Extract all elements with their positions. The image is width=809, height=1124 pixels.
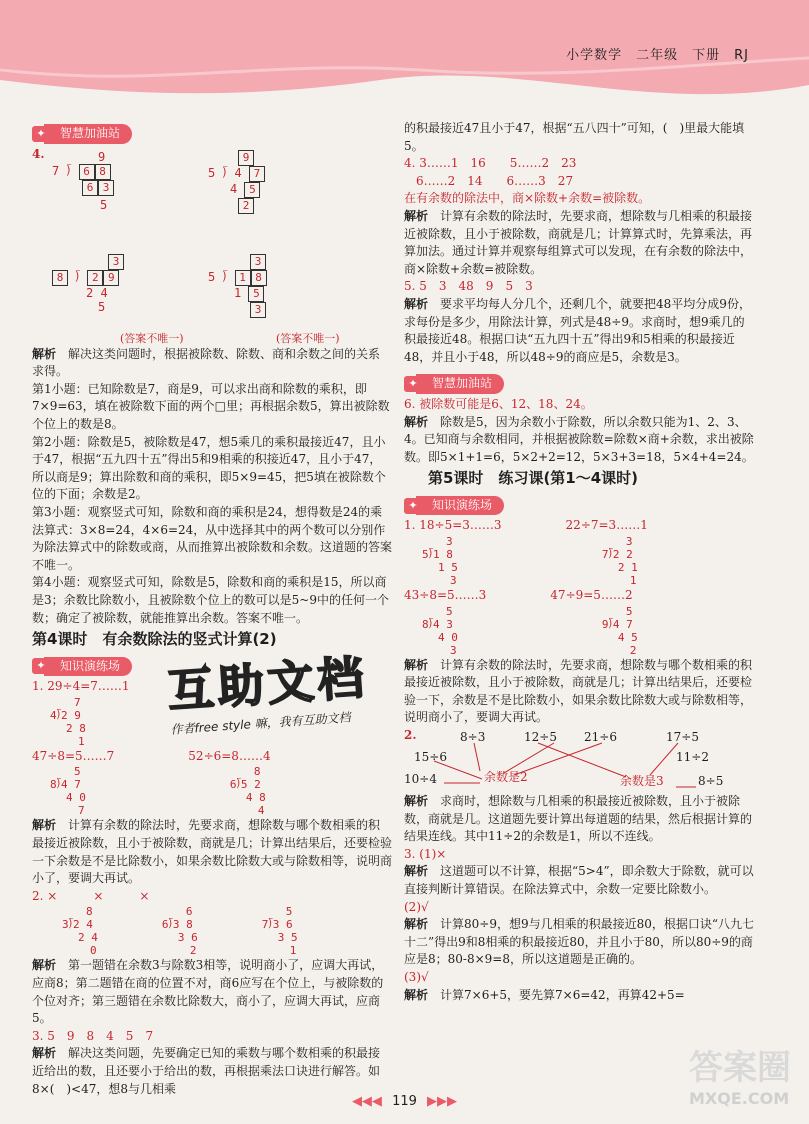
analysis: 解析 解决这类问题时，根据被除数、除数、商和余数之间的关系求得。 bbox=[32, 346, 381, 379]
site-watermark: 答案圈 MXQE.COM bbox=[689, 1048, 791, 1108]
analysis: 解析 解决这类问题，先要确定已知的乘数与哪个数相乘的积最接近给出的数，且还要小于给出的数，再根据乘法口诀进行解答。如8×( )<47，想8与几相乘 bbox=[32, 1046, 381, 1096]
long-division: 3 5⟌1 8 1 5 3 bbox=[422, 535, 458, 588]
analysis: 解析 计算有余数的除法时，先要求商，想除数与哪个数相乘的积最接近被除数，且小于被除数，商就是几；计算出结果后，还要检验一下，余数是不是比除数小，如果余数比除数大或与除数相等，说明商小了，要调大再试。 bbox=[404, 657, 753, 725]
question-1: 1. 18÷5=3……3 22÷7=3……1 3 5⟌1 8 1 5 3 3 7⟌2 2 2 1 1 43÷8=5……3 47÷9=5……2 5 8⟌4 3 4 0 3 5 9⟌4 7 4 5 2 bbox=[404, 518, 648, 657]
page-footer bbox=[0, 1094, 809, 1109]
long-division-2: 9 5 ⟌ 4 7 4 5 2 bbox=[208, 150, 265, 214]
arrow-right-icon: ▶▶▶ bbox=[427, 1094, 458, 1109]
left-column bbox=[32, 120, 392, 1098]
long-division: 8 3⟌2 4 2 4 0 bbox=[62, 905, 98, 958]
long-division: 5 7⟌3 6 3 5 1 bbox=[261, 905, 298, 958]
section-header: ✦ 知识演练场 bbox=[32, 657, 132, 677]
long-division: 8 6⟌5 2 4 8 4 bbox=[229, 765, 266, 818]
analysis: 解析 计算有余数的除法时，先要求商，想除数与哪个数相乘的积最接近被除数，且小于被除数，商就是几；计算出结果后，还要检验一下余数是不是比除数小，如果余数比除数大或与除数相等，说明商小了，要调大再试。 bbox=[32, 818, 393, 886]
matching-question: 2. 8÷3 15÷6 12÷5 21÷6 17÷5 11÷2 10÷4 8÷5 余数是2 余数是3 bbox=[404, 727, 756, 793]
lesson-title: 第5课时 练习课(第1～4课时) bbox=[428, 469, 639, 488]
star-icon: ✦ bbox=[32, 126, 50, 142]
long-division-3: 3 8 ⟌ 2 9 2 4 5 bbox=[52, 254, 124, 314]
stamp-watermark: 互助文档 作者free style 嘛，我有互助文档 bbox=[165, 650, 370, 737]
question-4: 4. 9 7 ⟌ 6 8 6 3 5 9 5 ⟌ 4 7 4 5 2 3 8 ⟌ 2 9 2 4 5 3 5 ⟌ 1 8 1 5 3 (答案不唯一) (答案不唯一) bbox=[32, 146, 340, 345]
analysis: 解析 第一题错在余数3与除数3相等，说明商小了，应调大再试，应商8；第二题错在商的位置不对，商6应写在个位上，与被除数的个位对齐；第三题错在余数比除数大，商小了，应调大再试，应商5。 bbox=[32, 958, 384, 1026]
star-icon: ✦ bbox=[404, 376, 422, 392]
question-1: 1. 29÷4=7……1 7 4⟌2 9 2 8 1 47÷8=5……7 52÷6=8……4 5 8⟌4 7 4 0 7 8 6⟌5 2 4 8 4 bbox=[32, 678, 392, 817]
analysis: 解析 除数是5，因为余数小于除数，所以余数只能为1、2、3、4。已知商与余数相同，并根据被除数=除数×商+余数，求出被除数。即5×1+1=6，5×2+2=12，5×3+3=18，5×4+4=24。 bbox=[404, 414, 754, 464]
book-title: 小学数学 二年级 下册 RJ bbox=[566, 48, 749, 63]
analysis: 解析 这道题可以不计算，根据“5>4”，即余数大于除数，就可以直接判断计算错误。在除法算式中，余数一定要比除数小。 bbox=[404, 864, 754, 896]
analysis-text: 第4小题：观察竖式可知，除数是5，除数和商的乘积是15，所以商是3；余数比除数小，且被除数个位上的数可以是5~9中的任何一个数；确定了被除数，就能推算出余数。答案不唯一。 bbox=[32, 575, 389, 625]
analysis-text: 第3小题：观察竖式可知，除数和商的乘积是24，想得数是24的乘法算式：3×8=24，4×6=24，从中选择其中的两个数可以分别作为除法算式中的除数或商，从而推算出被除数和余数。这道题的答案不唯一。 bbox=[32, 504, 393, 572]
arrow-left-icon: ◀◀◀ bbox=[351, 1094, 382, 1109]
long-division: 7 4⟌2 9 2 8 1 bbox=[50, 695, 86, 748]
right-column: 的积最接近47且小于47，根据“五八四十”可知，( )里最大能填5。 4. 3……1 16 5……2 23 6……2 14 6……3 27 在有余数的除法中，商×除数+余数=被除数。 解析 计算有余数的除法时，先要求商，想除数与几相乘的积最接近被除数，且小于被除数，商就是几；计算算式时，先算乘法，再算加法。通过计算并观察每组算式可以发现，在有余数的除法中，商×除数+余数=被除数。 5. 5 3 48 9 5 3 解析 要求平均每人分几个，还剩几个，就要把48平均分成9份，求每份是多少，用除法计算，列式是48÷9。求商时，想9乘几的积最接近48。根据口诀“五九四十五”得出9和5相乘的积最接近48，并且小于48，所以48÷9的商应是5，余数是3。 ✦ 智慧加油站 6. 被除数可能是6、12、18、24。 解析 除数是5，因为余数小于除数，所以余数只能为1、2、3、4。已知商与余数相同，并根据被除数=除数×商+余数，求出被除数。即5×1+1=6，5×2+2=12，5×3+3=18，5×4+4=24。 第5课时 练习课(第1～4课时) ✦ 知识演练场 1. 18÷5=3……3 22÷7=3……1 3 5⟌1 8 1 5 3 3 7⟌2 2 2 1 1 43÷8=5……3 47÷9=5……2 5 8⟌4 3 4 0 3 5 9⟌4 7 4 5 2 解析 计算有余数的除法时，先要求商，想除数与哪个数相乘的积最接近被除数，且小于被除数，商就是几；计算出结果后，还要检验一下，余数是不是比除数小，如果余数比除数大或与除数相等，说明商小了，要调大再试。 2. 8÷3 15÷6 12÷5 21÷6 17÷5 11÷2 10÷4 8÷5 余数是2 余数是3 解析 求商时，想除数与几相乘的积最接近被除数，且小于被除数，商就是几。这道题先要计算出每道题的结果，然后根据计算的结果连线。其中11÷2的余数是1，所以不连线。 3. (1)× 解析 这道题可以不计算，根据“5>4”，即余数大于除数，就可以直接判断计算错误。在除法算式中，余数一定要比除数小。 (2)√ 解析 计算80÷9，想9与几相乘的积最接近80，根据口诀“八九七十二”得出9和8相乘的积最接近80，并且小于80，所以80÷9的商应是8；80-8×9=8，所以这道题是正确的。 (3)√ 解析 计算7×6+5，要先算7×6=42，再算42+5= bbox=[404, 120, 756, 1004]
star-icon: ✦ bbox=[404, 498, 422, 514]
long-division: 6 6⟌3 8 3 6 2 bbox=[161, 905, 198, 958]
star-icon: ✦ bbox=[32, 658, 50, 674]
long-division-4: 3 5 ⟌ 1 8 1 5 3 bbox=[208, 254, 267, 318]
analysis: 解析 计算7×6+5，要先算7×6=42，再算42+5= bbox=[404, 987, 685, 1002]
analysis: 解析 要求平均每人分几个，还剩几个，就要把48平均分成9份，求每份是多少，用除法计算，列式是48÷9。求商时，想9乘几的积最接近48。根据口诀“五九四十五”得出9和5相乘的积最接近48，并且小于48，所以48÷9的商应是5，余数是3。 bbox=[404, 296, 751, 364]
page-number: 119 bbox=[392, 1094, 417, 1109]
long-division-1: 9 7 ⟌ 6 8 6 3 5 bbox=[52, 150, 114, 212]
long-division: 3 7⟌2 2 2 1 1 bbox=[601, 535, 638, 588]
analysis-text: 第1小题：已知除数是7，商是9，可以求出商和除数的乘积，即7×9=63，填在被除数下面的两个□里；再根据余数5，算出被除数个位上的数是8。 bbox=[32, 381, 390, 431]
analysis: 解析 求商时，想除数与几相乘的积最接近被除数，且小于被除数，商就是几。这道题先要计算出每道题的结果，然后根据计算的结果连线。其中11÷2的余数是1，所以不连线。 bbox=[404, 794, 753, 844]
question-3: 3. 5 9 8 4 5 7 bbox=[32, 1028, 154, 1043]
lesson-title: 第4课时 有余数除法的竖式计算(2) bbox=[32, 630, 277, 649]
long-division: 5 8⟌4 7 4 0 7 bbox=[50, 765, 86, 818]
question-2: 2. × × × 8 3⟌2 4 2 4 0 6 6⟌3 8 3 6 2 5 7⟌3 6 3 5 1 bbox=[32, 888, 298, 958]
long-division: 5 8⟌4 3 4 0 3 bbox=[422, 604, 458, 657]
matching-lines bbox=[404, 727, 756, 793]
analysis-text: 第2小题：除数是5，被除数是47，想5乘几的乘积最接近47，且小于47，根据“五九四十五”得出5和9相乘的积接近47，且小于47，所以商是9；算出除数和商的乘积，即5×9=45，把5填在被除数个位的下面；余数是2。 bbox=[32, 434, 386, 502]
section-header: ✦ 智慧加油站 bbox=[404, 374, 504, 394]
long-division: 5 9⟌4 7 4 5 2 bbox=[601, 604, 638, 657]
analysis: 解析 计算有余数的除法时，先要求商，想除数与几相乘的积最接近被除数，且小于被除数，商就是几；计算算式时，先算乘法，再算加法。通过计算并观察每组算式可以发现，在有余数的除法中，商×除数+余数=被除数。 bbox=[404, 208, 753, 276]
analysis: 解析 计算80÷9，想9与几相乘的积最接近80，根据口诀“八九七十二”得出9和8相乘的积最接近80，并且小于80，所以80÷9的商应是8；80-8×9=8，所以这道题是正确的。 bbox=[404, 917, 755, 967]
section-header: ✦ 知识演练场 bbox=[404, 496, 504, 516]
section-header: ✦ 智慧加油站 bbox=[32, 124, 132, 144]
